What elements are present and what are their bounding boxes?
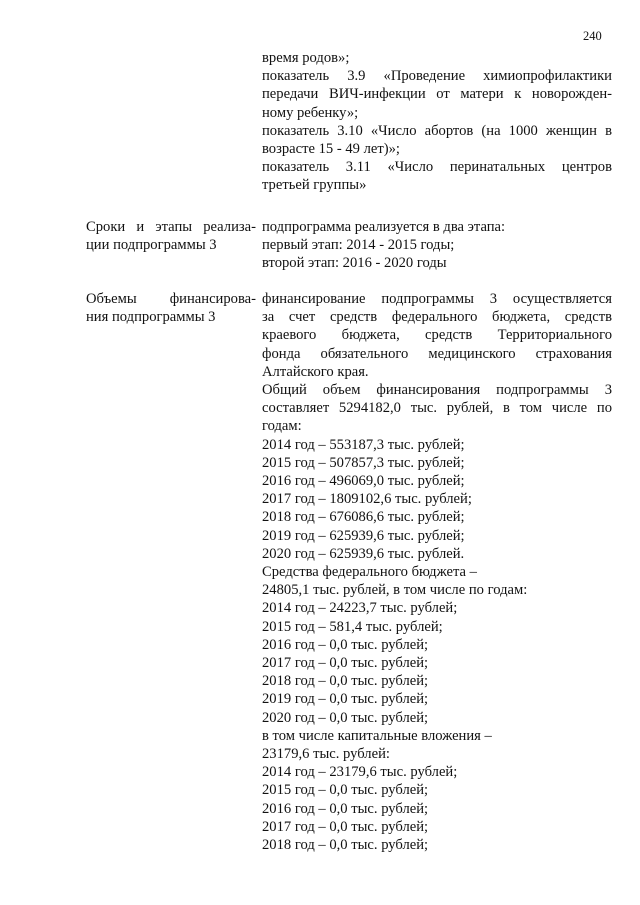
- text-line: 2018 год – 0,0 тыс. рублей;: [262, 837, 429, 854]
- text-line: время родов»;: [262, 50, 350, 66]
- text-line: Средства федерального бюджета –: [262, 564, 477, 581]
- text-line: 2020 год – 0,0 тыс. рублей;: [262, 709, 429, 726]
- text-line: показатель 3.11 «Число перинатальных центров: [262, 159, 612, 176]
- text-line: 24805,1 тыс. рублей, в том числе по годам:: [262, 582, 528, 599]
- text-line: краевого бюджета, средств Территориального: [262, 327, 612, 344]
- text-line: 2016 год – 0,0 тыс. рублей;: [262, 636, 429, 653]
- finance-value: [262, 290, 612, 854]
- label-line: ния подпрограммы 3: [86, 309, 216, 326]
- text-line: 2017 год – 0,0 тыс. рублей;: [262, 818, 429, 835]
- text-line: годам:: [262, 418, 302, 435]
- text-line: 23179,6 тыс. рублей:: [262, 746, 390, 763]
- text-line: 2018 год – 676086,6 тыс. рублей;: [262, 509, 465, 526]
- text-line: 2018 год – 0,0 тыс. рублей;: [262, 673, 429, 690]
- text-line: 2015 год – 581,4 тыс. рублей;: [262, 618, 443, 635]
- label-line: Объемы финансирова-: [86, 291, 256, 307]
- text-line: 2015 год – 0,0 тыс. рублей;: [262, 782, 429, 799]
- text-line: 2015 год – 507857,3 тыс. рублей;: [262, 454, 465, 471]
- text-line: 2016 год – 0,0 тыс. рублей;: [262, 800, 429, 817]
- text-line: в том числе капитальные вложения –: [262, 727, 492, 744]
- label-line: Сроки и этапы реализа-: [86, 219, 256, 235]
- text-line: 2020 год – 625939,6 тыс. рублей.: [262, 545, 465, 562]
- indicators-continuation: [262, 49, 612, 195]
- text-line: за счет средств федерального бюджета, средств: [262, 309, 612, 326]
- text-line: 2019 год – 0,0 тыс. рублей;: [262, 691, 429, 708]
- text-line: первый этап: 2014 - 2015 годы;: [262, 237, 455, 254]
- text-line: возрасте 15 - 49 лет)»;: [262, 141, 400, 158]
- label-line: ции подпрограммы 3: [86, 237, 217, 254]
- text-line: 2019 год – 625939,6 тыс. рублей;: [262, 527, 465, 544]
- text-line: 2017 год – 0,0 тыс. рублей;: [262, 655, 429, 672]
- text-line: фонда обязательного медицинского страхования: [262, 345, 612, 362]
- finance-label: [86, 290, 256, 326]
- text-line: 2017 год – 1809102,6 тыс. рублей;: [262, 491, 472, 508]
- text-line: Общий объем финансирования подпрограммы 3: [262, 382, 612, 399]
- text-line: ному ребенку»;: [262, 104, 359, 121]
- text-line: 2014 год – 553187,3 тыс. рублей;: [262, 436, 465, 453]
- text-line: показатель 3.10 «Число абортов (на 1000 женщин в: [262, 122, 612, 139]
- text-line: показатель 3.9 «Проведение химиопрофилактики: [262, 68, 612, 85]
- text-line: составляет 5294182,0 тыс. рублей, в том числе по: [262, 400, 612, 417]
- text-line: третьей группы»: [262, 177, 367, 194]
- text-line: передачи ВИЧ-инфекции от матери к новорожден-: [262, 86, 612, 103]
- stages-label: [86, 218, 256, 254]
- text-line: финансирование подпрограммы 3 осуществляется: [262, 291, 612, 307]
- text-line: 2014 год – 23179,6 тыс. рублей;: [262, 764, 458, 781]
- page-number: 240: [583, 29, 602, 43]
- text-line: 2014 год – 24223,7 тыс. рублей;: [262, 600, 458, 617]
- text-line: 2016 год – 496069,0 тыс. рублей;: [262, 473, 465, 490]
- text-line: подпрограмма реализуется в два этапа:: [262, 219, 506, 235]
- text-line: Алтайского края.: [262, 363, 369, 380]
- text-line: второй этап: 2016 - 2020 годы: [262, 255, 447, 272]
- stages-value: [262, 218, 612, 273]
